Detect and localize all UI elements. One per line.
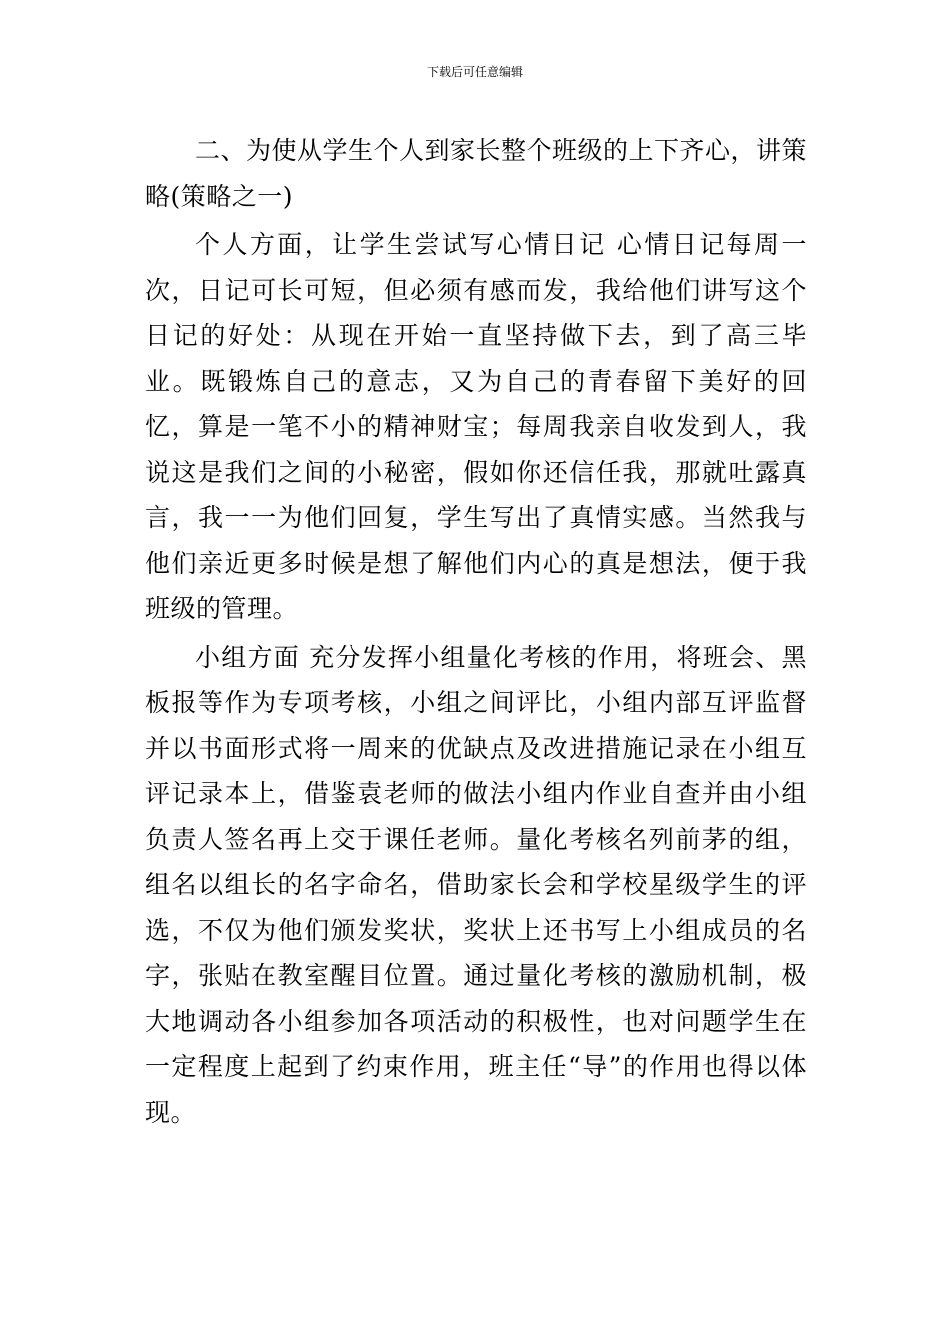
page-header: 下载后可任意编辑 (426, 65, 523, 79)
paragraph-group: 小组方面 充分发挥小组量化考核的作用，将班会、黑板报等作为专项考核，小组之间评比，小组内部互评监督并以书面形式将一周来的优缺点及改进措施记录在小组互评记录本上，借鉴袁老师的做法小组内作业自查并由小组负责人签名再上交于课任老师。量化考核名列前茅的组，组名以组长的名字命名，借助家长会和学校星级学生的评选，不仅为他们颁发奖状，奖状上还书写上小组成员的名字，张贴在教室醒目位置。通过量化考核的激励机制，极大地调动各小组参加各项活动的积极性，也对问题学生在一定程度上起到了约束作用，班主任“导”的作用也得以体现。 (145, 642, 807, 1127)
paragraph-strategy-heading: 二、为使从学生个人到家长整个班级的上下齐心，讲策略(策略之一) (145, 136, 808, 211)
paragraph-personal: 个人方面，让学生尝试写心情日记 心情日记每周一次，日记可长可短，但必须有感而发，我给他们讲写这个日记的好处：从现在开始一直坚持做下去，到了高三毕业。既锻炼自己的意志，又为自己的青春留下美好的回忆，算是一笔不小的精神财宝；每周我亲自收发到人，我说这是我们之间的小秘密，假如你还信任我，那就吐露真言，我一一为他们回复，学生写出了真情实感。当然我与他们亲近更多时候是想了解他们内心的真是想法，便于我班级的管理。 (145, 230, 807, 623)
document-body (145, 128, 807, 1135)
